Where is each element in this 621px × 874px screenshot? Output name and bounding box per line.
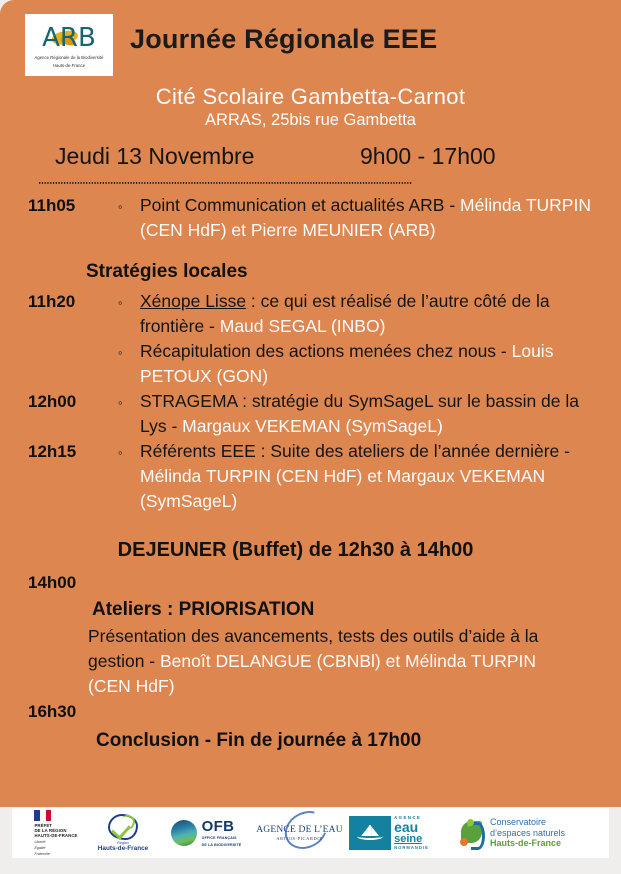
- program-entry: [140, 439, 621, 514]
- region-map-icon: [108, 814, 138, 840]
- ofb-circle-icon: [171, 820, 197, 846]
- conservatoire-text: [490, 817, 565, 849]
- date-row: [0, 143, 621, 175]
- agence-eau-artois-line1: AGENCE DE L’EAU: [256, 825, 343, 835]
- bullet-icon: ◦: [118, 295, 123, 310]
- program-entry-title: Référents EEE : Suite des ateliers de l’année dernière -: [140, 441, 570, 461]
- program-entry-title: : ce qui est réalisé de l’autre côté de la frontière -: [140, 291, 550, 336]
- event-hours: 9h00 - 17h00: [360, 143, 496, 169]
- agence-eau-artois-text: [256, 825, 343, 841]
- program-row: [0, 389, 621, 439]
- program-time: 11h05: [28, 196, 76, 215]
- region-logo-line1: Région: [117, 840, 129, 845]
- workshop-speakers: Benoît DELANGUE (CBNBl) et Mélinda TURPIN (CEN HdF): [88, 651, 537, 696]
- event-date: Jeudi 13 Novembre: [55, 143, 255, 169]
- prefecture-motto-egalite: Égalité: [34, 845, 46, 850]
- conservatoire-line3: Hauts-de-France: [489, 838, 561, 849]
- agence-eau-artois-picardie-logo: [252, 810, 347, 856]
- program-row: [0, 339, 621, 389]
- program-list: [0, 193, 621, 755]
- arb-logo-subtitle-line1: Agence Régionale de la Biodiversité: [34, 55, 104, 61]
- agence-eau-seine-line3: seine: [394, 833, 423, 846]
- program-row: [0, 193, 621, 243]
- program-entry-speakers: Margaux VEKEMAN (SymSageL): [182, 416, 443, 436]
- program-entry: [140, 193, 621, 243]
- agence-eau-seine-line4: NORMANDIE: [394, 845, 429, 851]
- prefecture-line2: DE LA RÉGION: [34, 828, 67, 834]
- program-entry-speakers: Maud SEGAL (INBO): [219, 316, 386, 336]
- program-row: [0, 289, 621, 339]
- workshop-heading: Ateliers : PRIORISATION: [92, 599, 315, 620]
- agence-eau-artois-line2: ARTOIS-PICARDIE: [276, 836, 323, 841]
- bullet-icon: ◦: [118, 199, 123, 214]
- arb-logo-letters: ARB: [42, 23, 96, 54]
- bullet-icon: ◦: [118, 345, 123, 360]
- arb-logo: [25, 14, 113, 76]
- conservatoire-line2: d’espaces naturels: [489, 827, 566, 838]
- prefecture-logo: [12, 810, 86, 856]
- program-entry: [140, 339, 621, 389]
- program-entry-speakers: Mélinda TURPIN (CEN HdF) et Margaux VEKEMAN (SymSageL): [140, 466, 546, 511]
- prefecture-logo-inner: [34, 810, 77, 856]
- agence-eau-seine-line1: AGENCE: [394, 814, 422, 820]
- prefecture-motto-liberte: Liberté: [34, 839, 46, 844]
- venue-address: ARRAS, 25bis rue Gambetta: [205, 111, 416, 129]
- bullet-icon: ◦: [118, 445, 123, 460]
- program-time: 11h20: [28, 292, 76, 311]
- conservatoire-line1: Conservatoire: [489, 817, 546, 828]
- arb-logo-mark: [30, 23, 108, 53]
- program-entry-underlined-term: Xénope Lisse: [140, 291, 247, 311]
- region-logo-line2: Hauts-de-France: [97, 844, 149, 852]
- closing-text: Conclusion - Fin de journée à 17h00: [96, 730, 422, 751]
- ofb-line1: OFFICE FRANÇAIS: [201, 836, 237, 841]
- program-entry-title: STRAGEMA : stratégie du SymSageL sur le bassin de la Lys -: [140, 391, 580, 436]
- french-flag-icon: [34, 810, 51, 821]
- page-title: Journée Régionale EEE: [130, 24, 438, 54]
- program-entry-title: Point Communication et actualités ARB -: [140, 195, 461, 215]
- program-entry-title: Récapitulation des actions menées chez nous -: [140, 341, 512, 361]
- seine-normandie-boat-icon: [349, 816, 391, 850]
- arb-logo-subtitle-line2: Hauts-de-France: [52, 63, 86, 68]
- program-time: 12h00: [28, 392, 77, 411]
- ofb-line2: DE LA BIODIVERSITÉ: [201, 842, 242, 847]
- prefecture-line1: PRÉFET: [34, 822, 53, 828]
- agence-eau-seine-line2: eau: [394, 819, 419, 836]
- prefecture-motto-fraternite: Fraternité: [34, 851, 50, 856]
- agence-eau-seine-text: [394, 816, 429, 851]
- ofb-logo: [160, 810, 252, 856]
- venue-name: Cité Scolaire Gambetta-Carnot: [155, 84, 466, 109]
- region-hauts-de-france-logo: [86, 810, 160, 856]
- program-row: [0, 439, 621, 514]
- program-entry: [140, 289, 621, 339]
- workshop-description: [0, 624, 621, 699]
- program-time: 14h00: [28, 573, 77, 592]
- ofb-text: [202, 819, 242, 847]
- program-time: 12h15: [28, 442, 77, 461]
- workshop-description-text: Présentation des avancements, tests des outils d’aide à la gestion -: [88, 626, 539, 671]
- footer-logo-band: [12, 808, 609, 858]
- program-section-heading: Stratégies locales: [86, 261, 248, 282]
- program-entry-speakers: Louis PETOUX (GON): [140, 341, 554, 386]
- agence-eau-seine-normandie-logo: [347, 810, 431, 856]
- lunch-break-notice: DEJEUNER (Buffet) de 12h30 à 14h00: [117, 539, 474, 561]
- decorative-divider: ''''''''''''''''''''''''''''''''''''''''''''''''''''''''''''''''''''''''''''''''''''''''''''''''''''''''''''''''''''''''''''''''''''''': [38, 182, 412, 190]
- conservatoire-leaf-icon: [459, 819, 485, 847]
- program-entry-speakers: Mélinda TURPIN (CEN HdF) et Pierre MEUNIER (ARB): [140, 195, 591, 240]
- conservatoire-espaces-naturels-logo: [431, 810, 581, 856]
- prefecture-line3: HAUTS-DE-FRANCE: [34, 833, 78, 839]
- program-entry: [140, 389, 621, 439]
- bullet-icon: ◦: [118, 395, 123, 410]
- ofb-acronym: OFB: [201, 818, 235, 836]
- program-time: 16h30: [28, 702, 77, 721]
